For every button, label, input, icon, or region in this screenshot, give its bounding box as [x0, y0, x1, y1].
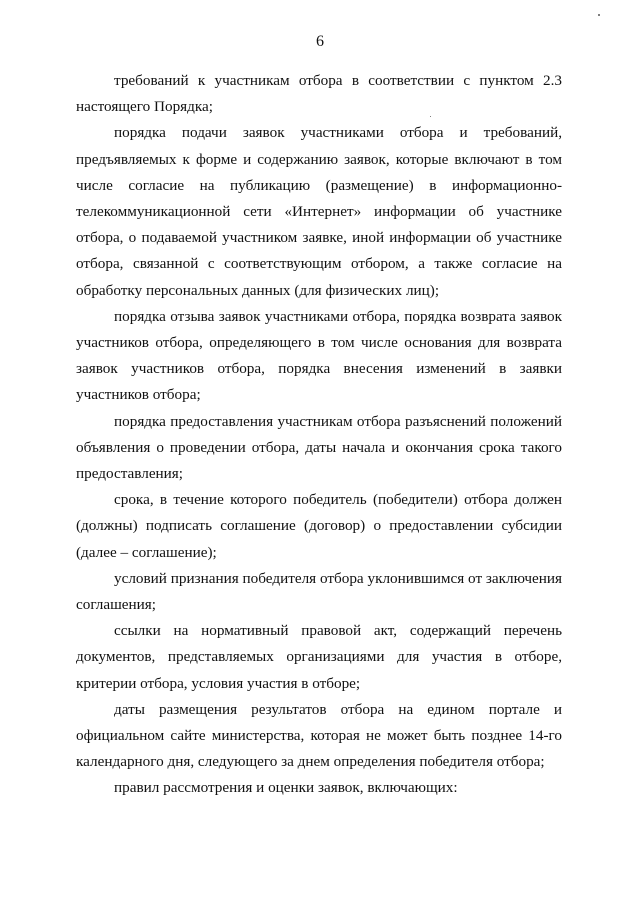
paragraph: срока, в течение которого победитель (победители) отбора должен (должны) подписать соглашение (договор) о предоставлении субсидии (далее – соглашение);: [76, 491, 562, 561]
paragraph: условий признания победителя отбора уклонившимся от заключения соглашения;: [76, 569, 562, 614]
paragraph: порядка подачи заявок участниками отбора и требований, предъявляемых к форме и содержанию заявок, которые включают в том числе согласие на публикацию (размещение) в информационно-телекоммуникационной сети «Интернет» информации об участнике отбора, о подаваемой участником заявке, иной информации об участнике отбора, связанной с соответствующим отбором, а также согласие на обработку персональных данных (для физических лиц);: [76, 124, 562, 299]
document-body: [76, 68, 562, 802]
paragraph: требований к участникам отбора в соответствии с пунктом 2.3 настоящего Порядка;: [76, 72, 562, 116]
paragraph: даты размещения результатов отбора на едином портале и официальном сайте министерства, которая не может быть позднее 14-го календарного дня, следующего за днем определения победителя отбора;: [76, 700, 562, 771]
scan-speck: [598, 14, 600, 16]
paragraph: ссылки на нормативный правовой акт, содержащий перечень документов, представляемых организациями для участия в отборе, критерии отбора, условия участия в отборе;: [76, 622, 562, 692]
scan-speck: [430, 116, 431, 117]
paragraph: порядка отзыва заявок участниками отбора, порядка возврата заявок участников отбора, определяющего в том числе основания для возврата заявок участников отбора, порядка внесения изменений в заявки участников отбора;: [76, 307, 562, 404]
paragraph: правил рассмотрения и оценки заявок, включающих:: [114, 779, 458, 797]
paragraph: порядка предоставления участникам отбора разъяснений положений объявления о проведении отбора, даты начала и окончания срока такого предоставления;: [76, 412, 562, 483]
page-number: 6: [316, 33, 324, 50]
